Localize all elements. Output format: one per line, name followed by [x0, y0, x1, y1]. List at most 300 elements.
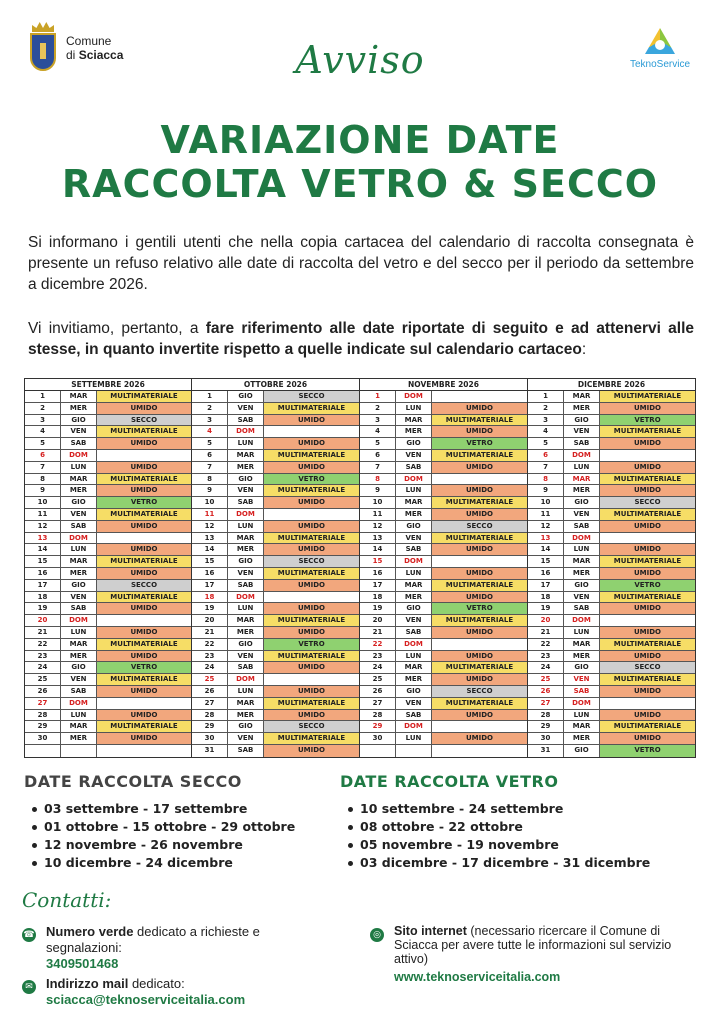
weekday: MER: [61, 651, 97, 662]
collection-type: MULTIMATERIALE: [264, 733, 359, 744]
calendar-row: [192, 556, 359, 568]
day-number: 18: [360, 592, 396, 603]
calendar-row: [360, 662, 527, 674]
day-number: 1: [528, 391, 564, 402]
collection-type: MULTIMATERIALE: [600, 674, 695, 685]
collection-type: UMIDO: [600, 603, 695, 614]
calendar-row: [528, 497, 695, 509]
calendar-row: [528, 415, 695, 427]
collection-type: UMIDO: [432, 674, 527, 685]
calendar-row: [25, 415, 191, 427]
day-number: 24: [192, 662, 228, 673]
collection-type: UMIDO: [432, 544, 527, 555]
collection-type: UMIDO: [264, 497, 359, 508]
day-number: 12: [528, 521, 564, 532]
calendar-row: [528, 426, 695, 438]
day-number: 5: [25, 438, 61, 449]
calendar-row: [528, 474, 695, 486]
collection-type: [97, 698, 191, 709]
collection-type: UMIDO: [600, 686, 695, 697]
calendar-row: [25, 592, 191, 604]
weekday: VEN: [396, 615, 432, 626]
day-number: 23: [192, 651, 228, 662]
mail-desc: dedicato:: [128, 976, 185, 991]
collection-type: MULTIMATERIALE: [600, 721, 695, 732]
secco-date-item: 03 settembre - 17 settembre: [30, 800, 295, 818]
weekday: MAR: [61, 721, 97, 732]
calendar-row: [192, 674, 359, 686]
day-number: 19: [25, 603, 61, 614]
collection-type: UMIDO: [432, 568, 527, 579]
collection-type: UMIDO: [97, 627, 191, 638]
intro2-end: :: [581, 341, 587, 358]
weekday: MAR: [228, 698, 264, 709]
collection-type: UMIDO: [432, 627, 527, 638]
phone-contact: [46, 924, 286, 972]
day-number: 23: [25, 651, 61, 662]
weekday: SAB: [61, 686, 97, 697]
calendar-row: [528, 603, 695, 615]
day-number: 11: [25, 509, 61, 520]
weekday: DOM: [564, 615, 600, 626]
weekday: MAR: [564, 391, 600, 402]
day-number: 16: [528, 568, 564, 579]
calendar-row: [192, 391, 359, 403]
weekday: DOM: [61, 698, 97, 709]
day-number: 16: [360, 568, 396, 579]
secco-date-item: 12 novembre - 26 novembre: [30, 836, 295, 854]
calendar-row: [25, 568, 191, 580]
collection-type: MULTIMATERIALE: [432, 450, 527, 461]
day-number: 30: [360, 733, 396, 744]
calendar-row: [192, 544, 359, 556]
day-number: 20: [360, 615, 396, 626]
calendar-row: [528, 698, 695, 710]
day-number: 16: [25, 568, 61, 579]
day-number: 2: [528, 403, 564, 414]
day-number: 14: [528, 544, 564, 555]
weekday: MER: [228, 462, 264, 473]
calendar-row: [360, 686, 527, 698]
vetro-date-item: 10 settembre - 24 settembre: [346, 800, 650, 818]
weekday: LUN: [228, 521, 264, 532]
weekday: LUN: [228, 603, 264, 614]
weekday: MER: [564, 403, 600, 414]
day-number: 7: [192, 462, 228, 473]
collection-type: UMIDO: [432, 733, 527, 744]
day-number: 12: [360, 521, 396, 532]
calendar-row: [360, 733, 527, 745]
collection-type: MULTIMATERIALE: [264, 485, 359, 496]
collection-type: [432, 639, 527, 650]
calendar-row: [192, 426, 359, 438]
collection-type: MULTIMATERIALE: [97, 639, 191, 650]
weekday: DOM: [61, 450, 97, 461]
day-number: 30: [25, 733, 61, 744]
collection-type: MULTIMATERIALE: [97, 721, 191, 732]
comune-line1: Comune: [66, 34, 112, 48]
collection-type: SECCO: [264, 556, 359, 567]
weekday: MAR: [564, 556, 600, 567]
day-number: 10: [360, 497, 396, 508]
weekday: VEN: [61, 674, 97, 685]
day-number: 28: [192, 710, 228, 721]
calendar-row: [192, 497, 359, 509]
collection-type: UMIDO: [97, 521, 191, 532]
day-number: 28: [360, 710, 396, 721]
mail-icon: [22, 980, 36, 994]
weekday: DOM: [564, 450, 600, 461]
calendar-row: [360, 615, 527, 627]
secco-date-list: [30, 800, 295, 872]
calendar-row: [192, 745, 359, 757]
calendar-row: [25, 509, 191, 521]
calendar-row: [25, 391, 191, 403]
weekday: SAB: [228, 745, 264, 757]
weekday: SAB: [564, 438, 600, 449]
weekday: GIO: [61, 415, 97, 426]
calendar-row: [25, 686, 191, 698]
collection-type: [432, 745, 527, 757]
calendar-row: [192, 710, 359, 722]
calendar-row: [25, 485, 191, 497]
collection-type: VETRO: [264, 639, 359, 650]
secco-date-item: 10 dicembre - 24 dicembre: [30, 854, 295, 872]
weekday: MER: [228, 627, 264, 638]
calendar-row: [528, 615, 695, 627]
day-number: 15: [192, 556, 228, 567]
mail-address[interactable]: sciacca@teknoserviceitalia.com: [46, 992, 246, 1007]
collection-type: MULTIMATERIALE: [97, 391, 191, 402]
calendar-row: [192, 662, 359, 674]
collection-type: MULTIMATERIALE: [600, 474, 695, 485]
calendar-row: [528, 686, 695, 698]
calendar-row: [192, 450, 359, 462]
collection-type: [97, 615, 191, 626]
day-number: 11: [360, 509, 396, 520]
calendar-row: [192, 521, 359, 533]
collection-type: UMIDO: [600, 568, 695, 579]
weekday: MAR: [61, 556, 97, 567]
calendar-row: [25, 603, 191, 615]
day-number: 16: [192, 568, 228, 579]
day-number: 9: [25, 485, 61, 496]
weekday: SAB: [228, 497, 264, 508]
day-number: [25, 745, 61, 757]
collection-type: MULTIMATERIALE: [264, 450, 359, 461]
collection-type: UMIDO: [264, 627, 359, 638]
day-number: 20: [192, 615, 228, 626]
intro2-text: Vi invitiamo, pertanto, a: [28, 320, 206, 337]
day-number: 29: [25, 721, 61, 732]
weekday: VEN: [564, 674, 600, 685]
weekday: GIO: [396, 686, 432, 697]
day-number: 31: [192, 745, 228, 757]
day-number: 5: [360, 438, 396, 449]
calendar-row: [192, 533, 359, 545]
collection-type: UMIDO: [97, 403, 191, 414]
calendar-row: [192, 721, 359, 733]
collection-type: UMIDO: [432, 651, 527, 662]
weekday: MAR: [228, 450, 264, 461]
collection-type: SECCO: [432, 521, 527, 532]
calendar-month: [24, 378, 192, 758]
collection-type: VETRO: [97, 497, 191, 508]
calendar-row: [25, 450, 191, 462]
weekday: MER: [564, 651, 600, 662]
weekday: DOM: [61, 533, 97, 544]
day-number: 23: [360, 651, 396, 662]
calendar-row: [528, 721, 695, 733]
collection-type: [264, 592, 359, 603]
weekday: GIO: [396, 521, 432, 532]
weekday: MAR: [564, 721, 600, 732]
weekday: GIO: [564, 745, 600, 757]
day-number: 13: [528, 533, 564, 544]
weekday: VEN: [228, 403, 264, 414]
collection-type: MULTIMATERIALE: [432, 415, 527, 426]
calendar-row: [360, 450, 527, 462]
day-number: 15: [528, 556, 564, 567]
day-number: 11: [192, 509, 228, 520]
calendar-row: [528, 710, 695, 722]
weekday: LUN: [396, 733, 432, 744]
calendar-row: [192, 580, 359, 592]
day-number: 21: [192, 627, 228, 638]
calendar-row: [360, 710, 527, 722]
calendar-row: [25, 521, 191, 533]
recycle-logo-icon: [643, 26, 677, 56]
calendar-row: [528, 533, 695, 545]
weekday: SAB: [564, 521, 600, 532]
weekday: LUN: [396, 568, 432, 579]
day-number: 1: [192, 391, 228, 402]
weekday: GIO: [564, 580, 600, 591]
collection-type: UMIDO: [97, 710, 191, 721]
day-number: 27: [25, 698, 61, 709]
collection-type: UMIDO: [264, 686, 359, 697]
calendar-row: [360, 603, 527, 615]
weekday: MER: [61, 403, 97, 414]
day-number: 26: [360, 686, 396, 697]
day-number: 10: [528, 497, 564, 508]
weekday: MER: [61, 733, 97, 744]
collection-type: MULTIMATERIALE: [97, 592, 191, 603]
calendar-row: [360, 721, 527, 733]
calendar-row: [360, 474, 527, 486]
calendar-row: [25, 403, 191, 415]
collection-type: UMIDO: [264, 662, 359, 673]
month-heading: OTTOBRE 2026: [192, 379, 359, 391]
weekday: LUN: [564, 544, 600, 555]
mail-contact: [46, 976, 346, 1008]
day-number: 6: [192, 450, 228, 461]
day-number: 27: [528, 698, 564, 709]
calendar-row: [528, 662, 695, 674]
collection-type: [600, 533, 695, 544]
collection-type: UMIDO: [264, 710, 359, 721]
collection-type: SECCO: [600, 497, 695, 508]
collection-type: MULTIMATERIALE: [264, 533, 359, 544]
day-number: 14: [360, 544, 396, 555]
weekday: LUN: [61, 710, 97, 721]
weekday: [396, 745, 432, 757]
day-number: 3: [192, 415, 228, 426]
mail-label: Indirizzo mail: [46, 976, 129, 991]
collection-type: MULTIMATERIALE: [97, 426, 191, 437]
web-contact: [394, 924, 694, 984]
collection-type: UMIDO: [264, 415, 359, 426]
web-desc: (necessario ricercare il Comune di Sciacca per avere tutte le informazioni sul servizio attivo): [394, 924, 672, 966]
weekday: LUN: [396, 651, 432, 662]
web-label: Sito internet: [394, 924, 467, 938]
weekday: VEN: [228, 651, 264, 662]
collection-type: SECCO: [264, 721, 359, 732]
month-heading: SETTEMBRE 2026: [25, 379, 191, 391]
calendar-row: [25, 639, 191, 651]
calendar-row: [360, 438, 527, 450]
day-number: 8: [360, 474, 396, 485]
calendar-row: [192, 733, 359, 745]
collection-type: UMIDO: [432, 710, 527, 721]
vetro-date-item: 08 ottobre - 22 ottobre: [346, 818, 650, 836]
collection-type: MULTIMATERIALE: [264, 568, 359, 579]
calendar-row: [528, 580, 695, 592]
calendar-row: [528, 568, 695, 580]
weekday: [61, 745, 97, 757]
day-number: 4: [360, 426, 396, 437]
weekday: LUN: [396, 403, 432, 414]
collection-type: SECCO: [264, 391, 359, 402]
collection-type: [432, 474, 527, 485]
collection-type: UMIDO: [264, 438, 359, 449]
collection-type: UMIDO: [97, 568, 191, 579]
collection-type: [97, 533, 191, 544]
day-number: 6: [528, 450, 564, 461]
intro2-bold: fare riferimento alle date riportate di seguito e ad attenervi alle stesse, in quanto invertite rispetto a quelle indicate sul calendario cartaceo: [28, 320, 694, 358]
weekday: SAB: [564, 686, 600, 697]
calendar-row: [360, 627, 527, 639]
weekday: DOM: [396, 474, 432, 485]
calendar-row: [25, 556, 191, 568]
day-number: [360, 745, 396, 757]
weekday: GIO: [564, 662, 600, 673]
calendar-row: [192, 462, 359, 474]
collection-calendar: [24, 378, 696, 758]
collection-type: [264, 674, 359, 685]
weekday: MAR: [564, 639, 600, 650]
weekday: SAB: [396, 627, 432, 638]
calendar-row: [25, 462, 191, 474]
phone-number[interactable]: 3409501468: [46, 956, 119, 971]
weekday: SAB: [228, 415, 264, 426]
calendar-row: [360, 544, 527, 556]
day-number: 18: [192, 592, 228, 603]
day-number: 1: [25, 391, 61, 402]
collection-type: SECCO: [432, 686, 527, 697]
collection-type: [600, 698, 695, 709]
collection-type: UMIDO: [264, 544, 359, 555]
day-number: 30: [528, 733, 564, 744]
day-number: 30: [192, 733, 228, 744]
collection-type: UMIDO: [600, 544, 695, 555]
calendar-row: [192, 438, 359, 450]
calendar-row: [192, 603, 359, 615]
calendar-row: [25, 745, 191, 757]
calendar-row: [360, 533, 527, 545]
weekday: GIO: [564, 497, 600, 508]
collection-type: UMIDO: [97, 462, 191, 473]
phone-icon: [22, 928, 36, 942]
weekday: LUN: [228, 686, 264, 697]
weekday: MAR: [228, 533, 264, 544]
calendar-row: [25, 474, 191, 486]
day-number: 14: [192, 544, 228, 555]
weekday: SAB: [396, 462, 432, 473]
avviso-heading: Avviso: [295, 38, 425, 82]
day-number: 4: [25, 426, 61, 437]
day-number: 29: [528, 721, 564, 732]
day-number: 28: [25, 710, 61, 721]
collection-type: UMIDO: [432, 462, 527, 473]
collection-type: MULTIMATERIALE: [264, 651, 359, 662]
weekday: MAR: [396, 580, 432, 591]
collection-type: [97, 745, 191, 757]
day-number: 7: [528, 462, 564, 473]
collection-type: UMIDO: [264, 603, 359, 614]
collection-type: [97, 450, 191, 461]
calendar-row: [528, 674, 695, 686]
weekday: LUN: [396, 485, 432, 496]
weekday: MER: [396, 426, 432, 437]
calendar-row: [25, 533, 191, 545]
calendar-row: [360, 415, 527, 427]
weekday: LUN: [228, 438, 264, 449]
collection-type: UMIDO: [97, 438, 191, 449]
day-number: 2: [25, 403, 61, 414]
weekday: MAR: [61, 474, 97, 485]
web-url[interactable]: www.teknoserviceitalia.com: [394, 970, 561, 984]
weekday: SAB: [228, 662, 264, 673]
day-number: 21: [360, 627, 396, 638]
weekday: GIO: [396, 438, 432, 449]
collection-type: MULTIMATERIALE: [600, 639, 695, 650]
collection-type: MULTIMATERIALE: [97, 474, 191, 485]
calendar-month: [528, 378, 696, 758]
weekday: GIO: [61, 662, 97, 673]
calendar-row: [360, 403, 527, 415]
day-number: 1: [360, 391, 396, 402]
day-number: 21: [528, 627, 564, 638]
calendar-row: [528, 521, 695, 533]
collection-type: [264, 509, 359, 520]
calendar-row: [528, 391, 695, 403]
weekday: MER: [564, 568, 600, 579]
calendar-row: [25, 544, 191, 556]
collection-type: UMIDO: [600, 651, 695, 662]
intro-paragraph-2: [28, 318, 694, 360]
day-number: 12: [25, 521, 61, 532]
calendar-row: [360, 485, 527, 497]
calendar-row: [192, 686, 359, 698]
day-number: 11: [528, 509, 564, 520]
day-number: 9: [528, 485, 564, 496]
calendar-row: [192, 592, 359, 604]
collection-type: UMIDO: [97, 603, 191, 614]
collection-type: UMIDO: [264, 462, 359, 473]
weekday: MAR: [61, 639, 97, 650]
secco-date-item: 01 ottobre - 15 ottobre - 29 ottobre: [30, 818, 295, 836]
